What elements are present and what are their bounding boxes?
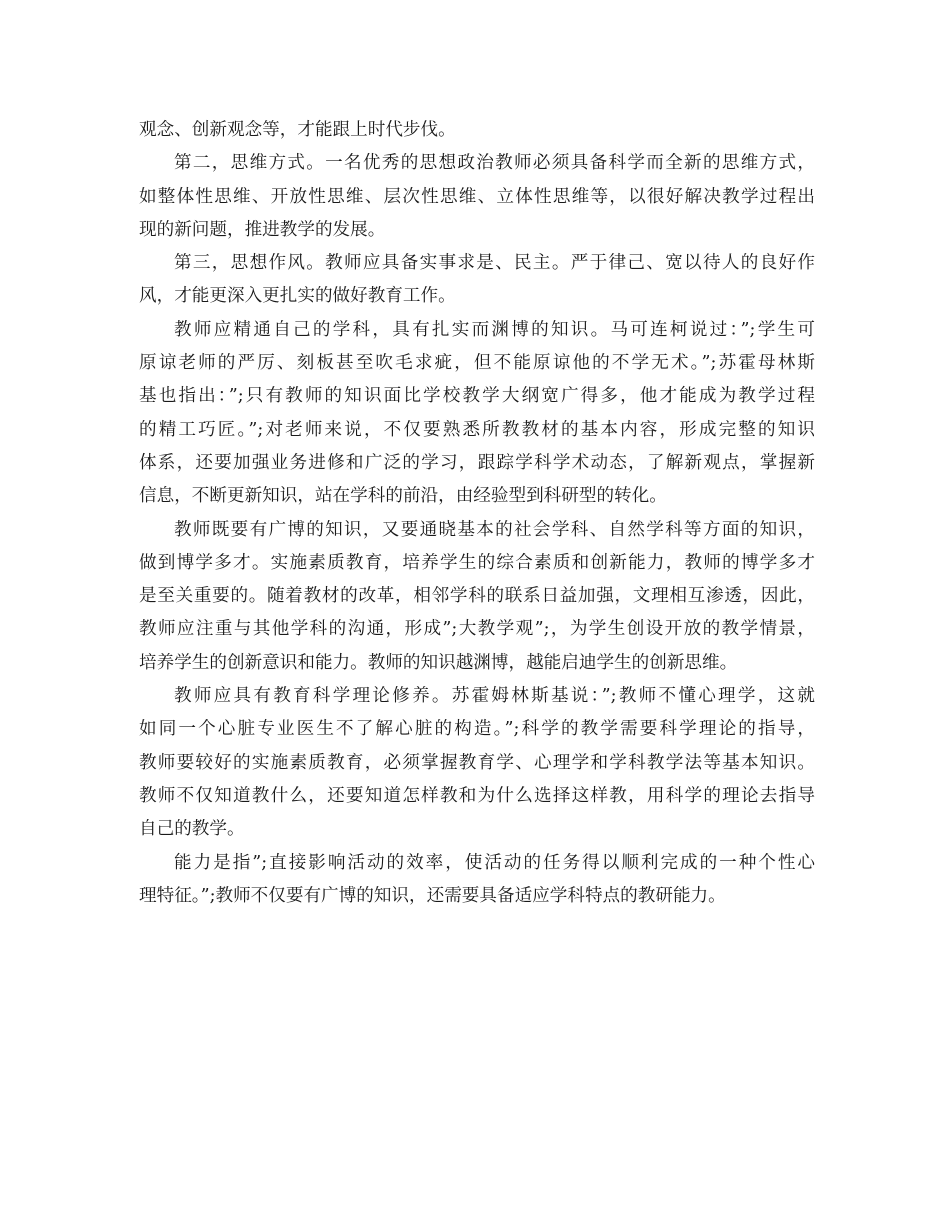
text-line: 的精工巧匠。”;对老师来说，不仅要熟悉所教教材的基本内容，形成完整的知识 [139,419,815,440]
text-line: 理特征。”;教师不仅要有广博的知识，还需要具备适应学科特点的教研能力。 [139,885,726,906]
text-line: 如同一个心脏专业医生不了解心脏的构造。”;科学的教学需要科学理论的指导， [139,719,815,740]
body-text [139,114,815,913]
text-line: 教师不仅知道教什么，还要知道怎样教和为什么选择这样教，用科学的理论去指导 [139,785,815,806]
text-line: 风，才能更深入更扎实的做好教育工作。 [139,286,456,307]
text-line: 教师应精通自己的学科，具有扎实而渊博的知识。马可连柯说过：”;学生可 [174,319,815,340]
text-line: 第二，思维方式。一名优秀的思想政治教师必须具备科学而全新的思维方式， [174,153,815,174]
text-line: 教师既要有广博的知识，又要通晓基本的社会学科、自然学科等方面的知识， [174,519,815,540]
text-line: 能力是指”;直接影响活动的效率，使活动的任务得以顺利完成的一种个性心 [174,852,815,873]
text-line: 如整体性思维、开放性思维、层次性思维、立体性思维等，以很好解决教学过程出 [139,186,815,207]
text-line: 教师应具有教育科学理论修养。苏霍姆林斯基说：”;教师不懂心理学，这就 [174,686,815,707]
text-line: 自己的教学。 [139,819,245,840]
text-line: 原谅老师的严厉、刻板甚至吹毛求疵，但不能原谅他的不学无术。”;苏霍母林斯 [139,353,815,374]
text-line: 体系，还要加强业务进修和广泛的学习，跟踪学科学术动态，了解新观点，掌握新 [139,452,815,473]
text-line: 是至关重要的。随着教材的改革，相邻学科的联系日益加强，文理相互渗透，因此， [139,586,815,607]
text-line: 基也指出：”;只有教师的知识面比学校教学大纲宽广得多，他才能成为教学过程 [139,386,815,407]
text-line: 教师要较好的实施素质教育，必须掌握教育学、心理学和学科教学法等基本知识。 [139,752,815,773]
text-line: 第三，思想作风。教师应具备实事求是、民主。严于律己、宽以待人的良好作 [174,253,815,274]
text-line: 做到博学多才。实施素质教育，培养学生的综合素质和创新能力，教师的博学多才 [139,552,815,573]
text-line: 培养学生的创新意识和能力。教师的知识越渊博，越能启迪学生的创新思维。 [139,652,738,673]
text-line: 教师应注重与其他学科的沟通，形成”;大教学观”;，为学生创设开放的教学情景， [139,619,815,640]
text-line: 信息，不断更新知识，站在学科的前沿，由经验型到科研型的转化。 [139,486,667,507]
text-line: 现的新问题，推进教学的发展。 [139,219,386,240]
text-line: 观念、创新观念等，才能跟上时代步伐。 [139,120,456,140]
